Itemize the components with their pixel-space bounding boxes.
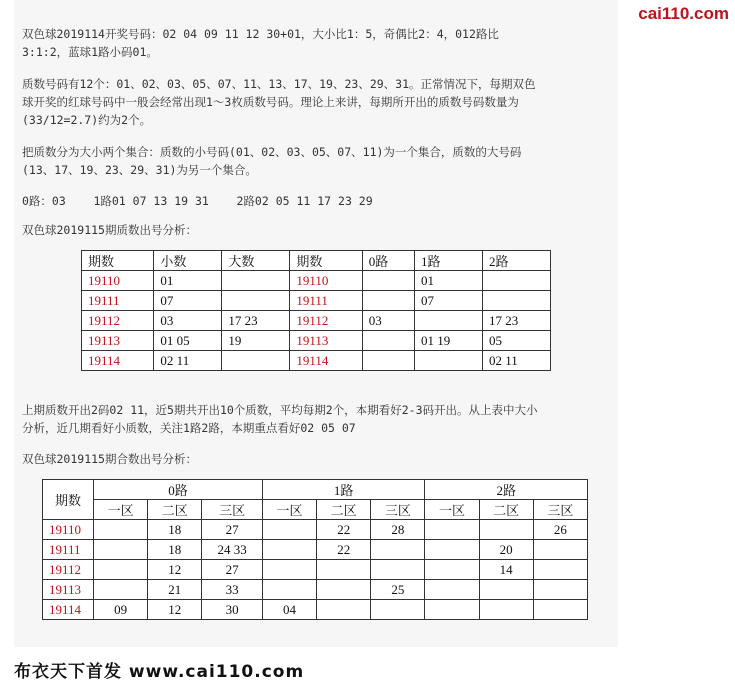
table-row: [43, 560, 588, 580]
period-cell: 19114: [43, 600, 94, 620]
number-cell: [362, 291, 414, 311]
composite-table: [42, 479, 588, 620]
site-logo: cai110.com: [638, 4, 729, 23]
column-header: 0路: [362, 251, 414, 271]
zone-header: 一区: [262, 500, 316, 520]
number-cell: [317, 560, 371, 580]
number-cell: [262, 580, 316, 600]
number-cell: 02 11: [154, 351, 222, 371]
number-cell: 22: [317, 520, 371, 540]
number-cell: [371, 540, 425, 560]
period-cell: 19112: [290, 311, 362, 331]
number-cell: [415, 351, 483, 371]
number-cell: 28: [371, 520, 425, 540]
period-cell: 19114: [82, 351, 154, 371]
number-cell: 33: [202, 580, 263, 600]
number-cell: [262, 540, 316, 560]
number-cell: 19: [222, 331, 290, 351]
period-cell: 19114: [290, 351, 362, 371]
number-cell: 03: [362, 311, 414, 331]
number-cell: 03: [154, 311, 222, 331]
number-cell: [362, 331, 414, 351]
number-cell: [483, 271, 551, 291]
number-cell: [94, 520, 148, 540]
table-row: [82, 331, 551, 351]
number-cell: [371, 600, 425, 620]
column-header: 期数: [82, 251, 154, 271]
number-cell: 24 33: [202, 540, 263, 560]
number-cell: [425, 520, 479, 540]
prime-sets-paragraph: 把质数分为大小两个集合：质数的小号码(01、02、03、05、07、11)为一个集合，质数的大号码 (13、17、19、23、29、31)为另一个集合。: [22, 145, 522, 177]
number-cell: 18: [148, 540, 202, 560]
number-cell: 20: [479, 540, 533, 560]
period-cell: 19112: [43, 560, 94, 580]
footer-text: 布衣天下首发 www.cai110.com: [14, 662, 305, 682]
zone-header: 二区: [479, 500, 533, 520]
number-cell: [425, 540, 479, 560]
prime-table: [81, 250, 551, 371]
period-cell: 19113: [82, 331, 154, 351]
period-cell: 19110: [290, 271, 362, 291]
table-row: [43, 580, 588, 600]
zone-header: 三区: [371, 500, 425, 520]
period-cell: 19111: [290, 291, 362, 311]
zone-header: 一区: [94, 500, 148, 520]
number-cell: [425, 580, 479, 600]
zone-header: 三区: [533, 500, 587, 520]
group-header-0: 0路: [94, 480, 263, 500]
number-cell: 02 11: [483, 351, 551, 371]
number-cell: [362, 351, 414, 371]
prime-table-header-row: [82, 251, 551, 271]
number-cell: [317, 580, 371, 600]
composite-analysis-heading: 双色球2019115期合数出号分析：: [22, 452, 197, 466]
number-cell: 30: [202, 600, 263, 620]
number-cell: 07: [415, 291, 483, 311]
number-cell: 27: [202, 520, 263, 540]
number-cell: [371, 560, 425, 580]
number-cell: [222, 351, 290, 371]
number-cell: 17 23: [483, 311, 551, 331]
period-cell: 19113: [43, 580, 94, 600]
number-cell: 07: [154, 291, 222, 311]
number-cell: [262, 560, 316, 580]
number-cell: 01 19: [415, 331, 483, 351]
number-cell: 01 05: [154, 331, 222, 351]
table-row: [43, 600, 588, 620]
number-cell: 09: [94, 600, 148, 620]
table-row: [43, 540, 588, 560]
number-cell: 01: [415, 271, 483, 291]
zone-header: 二区: [317, 500, 371, 520]
number-cell: [425, 600, 479, 620]
number-cell: [483, 291, 551, 311]
number-cell: [533, 560, 587, 580]
group-header-2: 2路: [425, 480, 588, 500]
number-cell: 05: [483, 331, 551, 351]
table-row: [43, 520, 588, 540]
period-cell: 19110: [82, 271, 154, 291]
period-header: 期数: [43, 480, 94, 520]
number-cell: 12: [148, 600, 202, 620]
number-cell: 27: [202, 560, 263, 580]
number-cell: [94, 540, 148, 560]
number-cell: [262, 520, 316, 540]
table-row: [82, 291, 551, 311]
number-cell: 17 23: [222, 311, 290, 331]
table-row: [82, 311, 551, 331]
zone-header: 三区: [202, 500, 263, 520]
group-header-1: 1路: [262, 480, 424, 500]
number-cell: [94, 580, 148, 600]
number-cell: 21: [148, 580, 202, 600]
analysis-paragraph: 上期质数开出2码02 11，近5期共开出10个质数，平均每期2个，本期看好2-3码开出。从上表中大小 分析，近几期看好小质数，关注1路2路，本期重点看好02 05 07: [22, 403, 538, 435]
number-cell: [425, 560, 479, 580]
number-cell: 18: [148, 520, 202, 540]
prime-definition-paragraph: 质数号码有12个：01、02、03、05、07、11、13、17、19、23、29、31。正常情况下，每期双色 球开奖的红球号码中一般会经常出现1～3枚质数号码。理论上来讲，每期所开出的质数号码数量为 (33/12=2.7)约为2个。: [22, 77, 536, 127]
number-cell: 01: [154, 271, 222, 291]
number-cell: 12: [148, 560, 202, 580]
number-cell: 26: [533, 520, 587, 540]
period-cell: 19111: [82, 291, 154, 311]
table-row: [82, 271, 551, 291]
number-cell: [479, 580, 533, 600]
period-cell: 19113: [290, 331, 362, 351]
number-cell: [479, 600, 533, 620]
period-cell: 19111: [43, 540, 94, 560]
zone-header: 二区: [148, 500, 202, 520]
number-cell: [479, 520, 533, 540]
period-cell: 19112: [82, 311, 154, 331]
column-header: 2路: [483, 251, 551, 271]
column-header: 1路: [415, 251, 483, 271]
table-row: [82, 351, 551, 371]
period-cell: 19110: [43, 520, 94, 540]
composite-table-zone-row: [43, 500, 588, 520]
number-cell: [533, 540, 587, 560]
number-cell: [222, 291, 290, 311]
number-cell: [362, 271, 414, 291]
number-cell: 22: [317, 540, 371, 560]
number-cell: [317, 600, 371, 620]
number-cell: [94, 560, 148, 580]
composite-table-group-row: [43, 480, 588, 500]
draw-result-paragraph: 双色球2019114开奖号码：02 04 09 11 12 30+01，大小比1：5，奇偶比2：4，012路比 3:1:2，蓝球1路小码01。: [22, 27, 499, 59]
number-cell: 25: [371, 580, 425, 600]
number-cell: [533, 600, 587, 620]
number-cell: [222, 271, 290, 291]
number-cell: 14: [479, 560, 533, 580]
zone-header: 一区: [425, 500, 479, 520]
route-list: 0路：03 1路01 07 13 19 31 2路02 05 11 17 23 29: [22, 194, 373, 208]
number-cell: 04: [262, 600, 316, 620]
column-header: 期数: [290, 251, 362, 271]
column-header: 大数: [222, 251, 290, 271]
prime-analysis-heading: 双色球2019115期质数出号分析：: [22, 223, 197, 237]
number-cell: [415, 311, 483, 331]
number-cell: [533, 580, 587, 600]
column-header: 小数: [154, 251, 222, 271]
